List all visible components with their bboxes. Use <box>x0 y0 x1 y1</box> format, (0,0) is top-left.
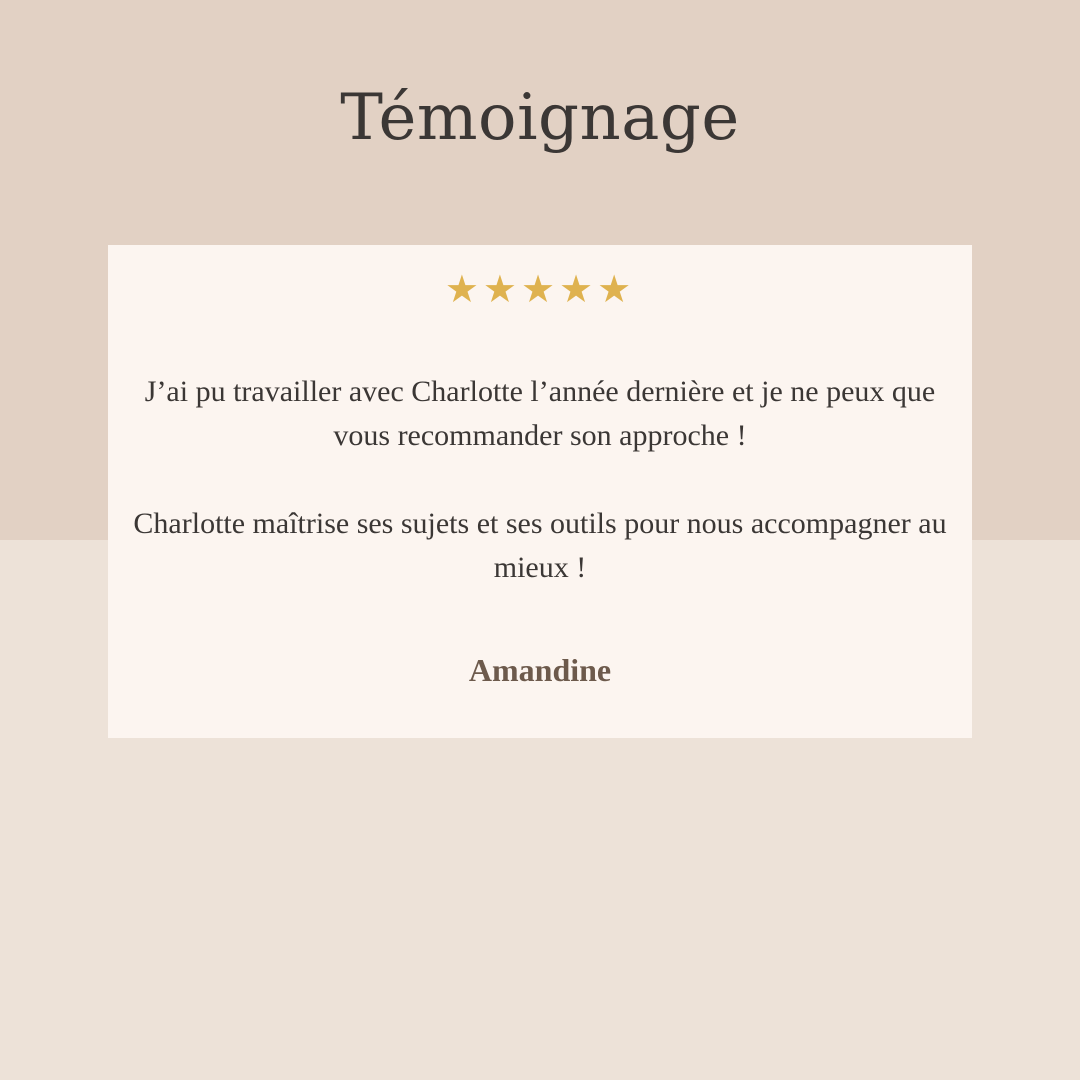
testimonial-paragraph-1: J’ai pu travailler avec Charlotte l’année dernière et je ne peux que vous recommander son approche ! <box>144 375 936 452</box>
testimonial-paragraph-2: Charlotte maîtrise ses sujets et ses outils pour nous accompagner au mieux ! <box>133 507 947 584</box>
rating-stars <box>0 266 1080 312</box>
page-title: Témoignage <box>340 81 740 155</box>
testimonial-author: Amandine <box>468 652 612 688</box>
star-icon: ★★★★★ <box>444 267 636 311</box>
